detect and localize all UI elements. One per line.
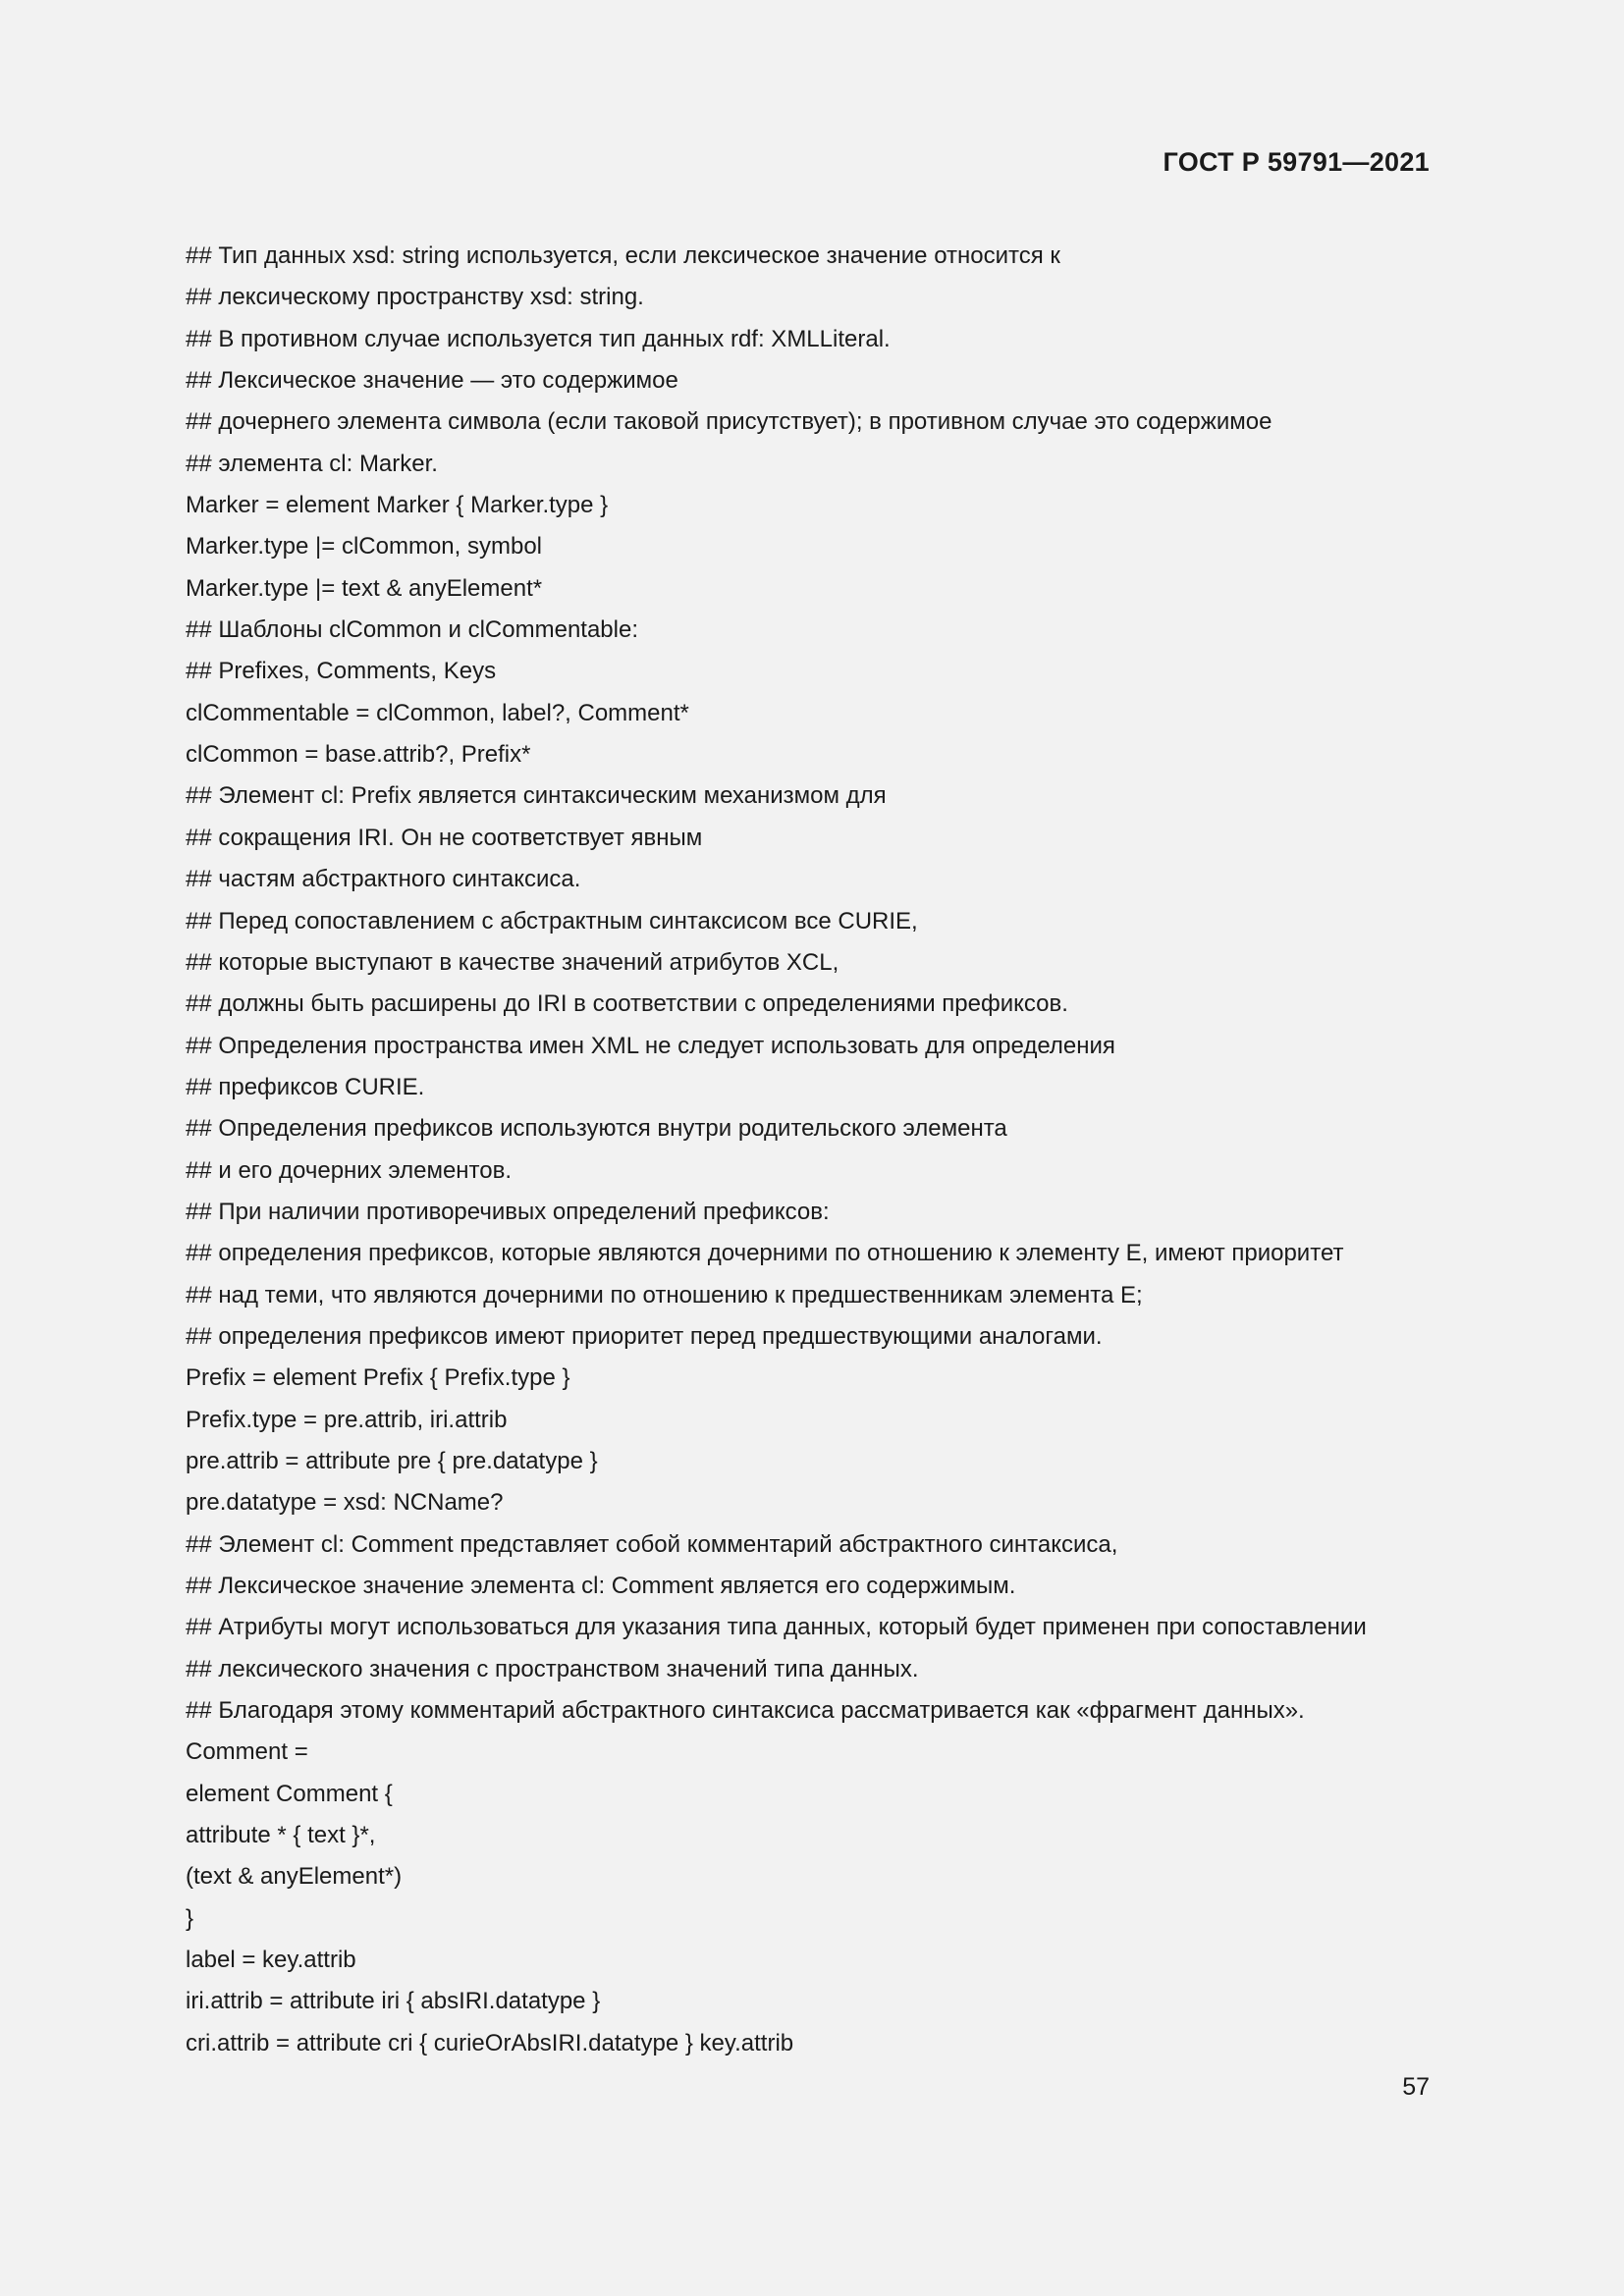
- text-line: ## лексического значения с пространством значений типа данных.: [186, 1655, 919, 1682]
- text-line: (text & anyElement*): [186, 1863, 403, 1891]
- text-line: ## Элемент cl: Prefix является синтаксическим механизмом для: [186, 782, 887, 810]
- text-line: ## над теми, что являются дочерними по отношению к предшественникам элемента E;: [186, 1281, 1143, 1308]
- text-line: ## Лексическое значение элемента cl: Comment является его содержимым.: [186, 1573, 1016, 1599]
- document-body: [186, 236, 1442, 2064]
- text-line: ## элемента cl: Marker.: [186, 450, 438, 477]
- text-line: ## Перед сопоставлением с абстрактным синтаксисом все CURIE,: [186, 907, 918, 934]
- text-line: Marker.type |= text & anyElement*: [186, 574, 543, 602]
- text-line: ## определения префиксов имеют приоритет перед предшествующими аналогами.: [186, 1322, 1103, 1350]
- text-line: Prefix.type = pre.attrib, iri.attrib: [186, 1406, 508, 1433]
- text-line: ## дочернего элемента символа (если таковой присутствует); в противном случае это содержимое: [186, 408, 1272, 436]
- text-line: Comment =: [186, 1738, 308, 1766]
- text-line: iri.attrib = attribute iri { absIRI.datatype }: [186, 1988, 601, 2015]
- page-number: 57: [1402, 2073, 1430, 2101]
- text-line: ## и его дочерних элементов.: [186, 1156, 513, 1184]
- text-line: clCommentable = clCommon, label?, Comment*: [186, 699, 689, 726]
- text-line: Marker = element Marker { Marker.type }: [186, 492, 609, 519]
- text-line: ## Определения пространства имен XML не следует использовать для определения: [186, 1032, 1115, 1059]
- text-line: label = key.attrib: [186, 1947, 356, 1974]
- text-line: ## Атрибуты могут использоваться для указания типа данных, который будет применен при сопоставлении: [186, 1614, 1367, 1641]
- text-line: ## Тип данных xsd: string используется, если лексическое значение относится к: [186, 242, 1060, 269]
- text-line: clCommon = base.attrib?, Prefix*: [186, 741, 531, 769]
- text-line: cri.attrib = attribute cri { curieOrAbsIRI.datatype } key.attrib: [186, 2029, 794, 2056]
- text-line: ## частям абстрактного синтаксиса.: [186, 866, 581, 893]
- text-line: ## Prefixes, Comments, Keys: [186, 658, 497, 685]
- text-line: attribute * { text }*,: [186, 1822, 376, 1849]
- text-line: ## Шаблоны clCommon и clCommentable:: [186, 616, 639, 644]
- text-line: ## должны быть расширены до IRI в соответствии с определениями префиксов.: [186, 990, 1068, 1018]
- text-line: ## Элемент cl: Comment представляет собой комментарий абстрактного синтаксиса,: [186, 1530, 1118, 1558]
- text-line: ## которые выступают в качестве значений атрибутов XCL,: [186, 948, 839, 976]
- text-line: ## В противном случае используется тип данных rdf: XMLLiteral.: [186, 325, 891, 352]
- text-line: ## Лексическое значение — это содержимое: [186, 367, 678, 395]
- text-line: ## определения префиксов, которые являются дочерними по отношению к элементу E, имеют приоритет: [186, 1240, 1344, 1267]
- text-line: ## лексическому пространству xsd: string.: [186, 284, 644, 311]
- text-line: element Comment {: [186, 1780, 393, 1807]
- text-line: ## При наличии противоречивых определений префиксов:: [186, 1198, 830, 1225]
- text-line: ## префиксов CURIE.: [186, 1073, 425, 1100]
- text-line: pre.attrib = attribute pre { pre.datatype }: [186, 1447, 598, 1474]
- standard-code-header: ГОСТ Р 59791—2021: [1163, 147, 1430, 177]
- text-line: ## Определения префиксов используются внутри родительского элемента: [186, 1115, 1007, 1143]
- text-line: ## Благодаря этому комментарий абстрактного синтаксиса рассматривается как «фрагмент данных».: [186, 1697, 1305, 1725]
- text-line: }: [186, 1904, 194, 1932]
- text-line: pre.datatype = xsd: NCName?: [186, 1489, 504, 1517]
- text-line: Marker.type |= clCommon, symbol: [186, 533, 543, 561]
- text-line: Prefix = element Prefix { Prefix.type }: [186, 1364, 570, 1392]
- text-line: ## сокращения IRI. Он не соответствует явным: [186, 824, 703, 851]
